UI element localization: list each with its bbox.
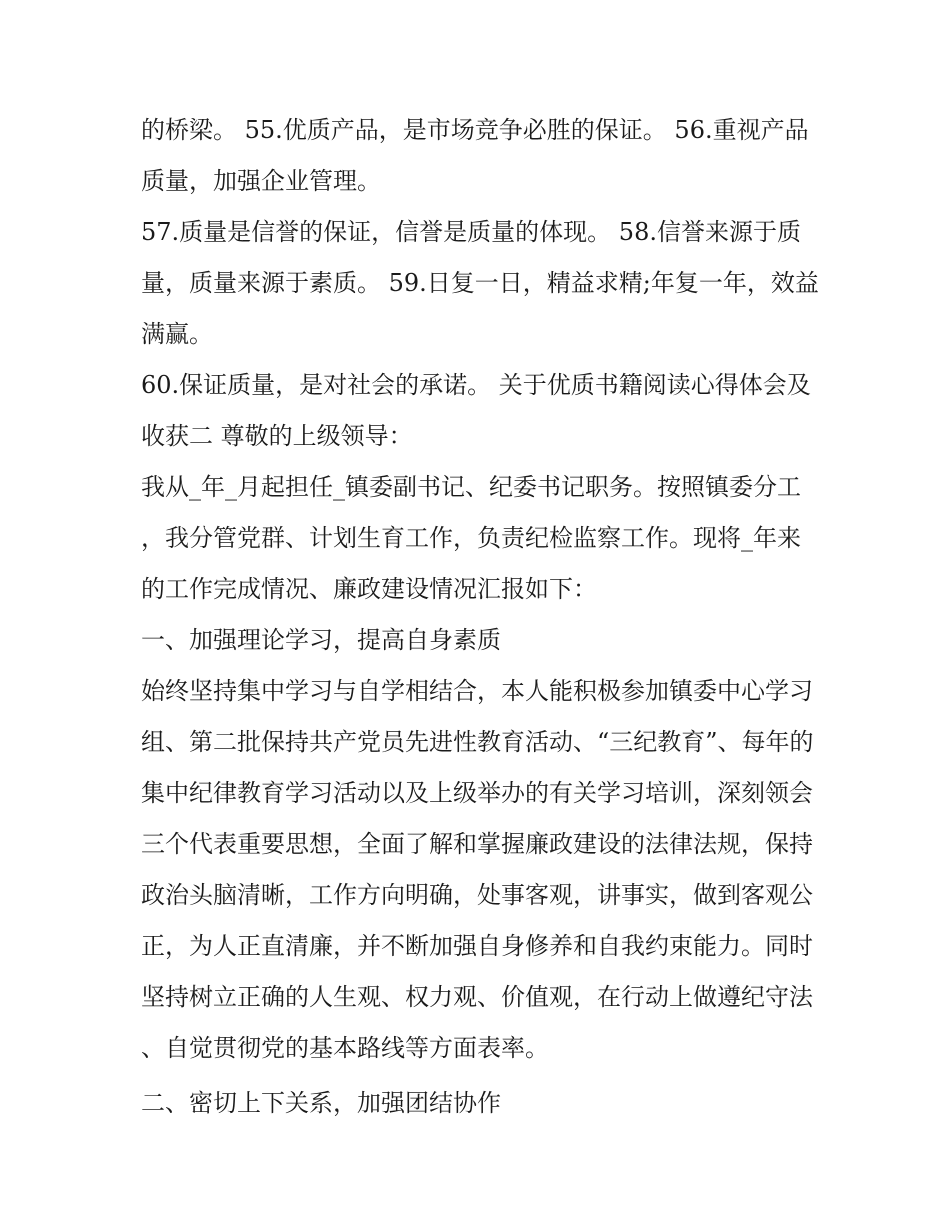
section-heading-unity-cooperation: 二、密切上下关系，加强团结协作 xyxy=(141,1089,501,1117)
paragraph-report-intro: 我从_年_月起担任_镇委副书记、纪委书记职务。按照镇委分工，我分管党群、计划生育工作，负责纪检监察工作。现将_年来的工作完成情况、廉政建设情况汇报如下： xyxy=(141,473,801,603)
document-body xyxy=(141,105,821,1129)
paragraph-quality-slogans-55-56: 的桥梁。 55.优质产品，是市场竞争必胜的保证。 56.重视产品质量，加强企业管理。 xyxy=(141,116,809,195)
paragraph-theory-study-body: 始终坚持集中学习与自学相结合，本人能积极参加镇委中心学习组、第二批保持共产党员先进性教育活动、“三纪教育”、每年的集中纪律教育学习活动以及上级举办的有关学习培训，深刻领会三个代表重要思想，全面了解和掌握廉政建设的法律法规，保持政治头脑清晰，工作方向明确，处事客观，讲事实，做到客观公正，为人正直清廉，并不断加强自身修养和自我约束能力。同时坚持树立正确的人生观、权力观、价值观，在行动上做遵纪守法、自觉贯彻党的基本路线等方面表率。 xyxy=(141,677,814,1062)
paragraph-quality-slogans-57-59: 57.质量是信誉的保证，信誉是质量的体现。 58.信誉来源于质量，质量来源于素质。 59.日复一日，精益求精;年复一年，效益满赢。 xyxy=(141,218,819,348)
section-heading-theory-study: 一、加强理论学习，提高自身素质 xyxy=(141,626,501,654)
paragraph-slogan-60-and-heading: 60.保证质量，是对社会的承诺。 关于优质书籍阅读心得体会及收获二 尊敬的上级领导： xyxy=(141,371,811,450)
